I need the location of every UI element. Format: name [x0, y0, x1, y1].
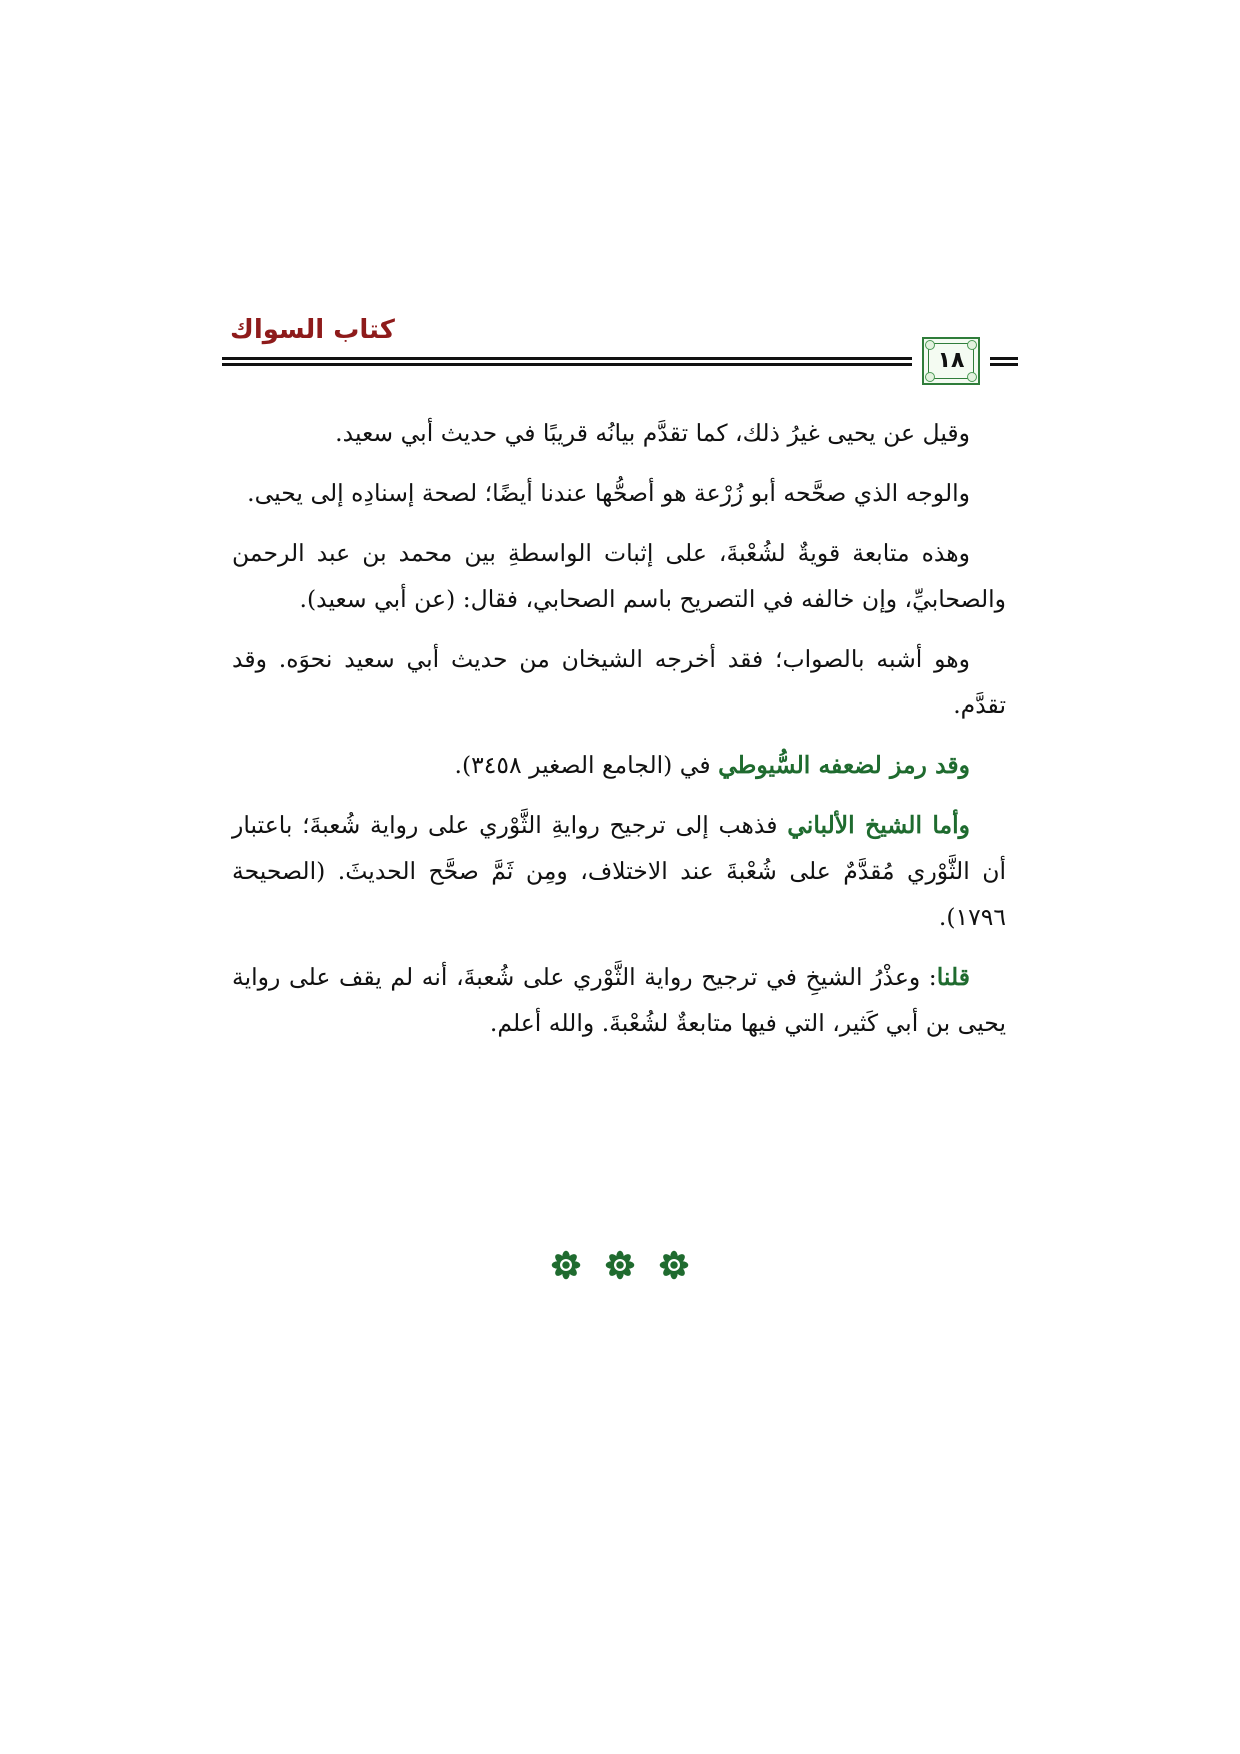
page-number: ١٨	[937, 348, 965, 373]
paragraph-text: والوجه الذي صحَّحه أبو زُرْعة هو أصحُّها عندنا أيضًا؛ لصحة إسنادِه إلى يحيى.	[247, 479, 970, 507]
paragraph	[232, 530, 1006, 622]
paragraph-text: : وعذْرُ الشيخِ في ترجيح رواية الثَّوْري على شُعبةَ، أنه لم يقف على رواية يحيى بن أبي كَثير، التي فيها متابعةٌ لشُعْبةَ. والله أعلم.	[232, 963, 1006, 1037]
page-number-badge	[922, 337, 980, 385]
highlighted-phrase: قلنا	[936, 963, 970, 991]
highlighted-phrase: وأما الشيخ الألباني	[787, 811, 970, 839]
section-end-ornament	[0, 1250, 1240, 1280]
paragraph-text: وقيل عن يحيى غيرُ ذلك، كما تقدَّم بيانُه قريبًا في حديث أبي سعيد.	[335, 419, 970, 447]
highlighted-phrase: وقد رمز لضعفه السُّيوطي	[718, 751, 970, 779]
paragraph-text: فذهب إلى ترجيح روايةِ الثَّوْري على رواية شُعبةَ؛ باعتبار أن الثَّوْري مُقدَّمٌ على شُعْبةَ عند الاختلاف، ومِن ثَمَّ صحَّح الحديثَ. (الصحيحة ١٧٩٦).	[232, 811, 1006, 931]
paragraph-text: وهذه متابعة قويةٌ لشُعْبةَ، على إثبات الواسطةِ بين محمد بن عبد الرحمن والصحابيِّ، وإن خالفه في التصريح باسم الصحابي، فقال: (عن أبي سعيد).	[232, 539, 1006, 613]
paragraph-text: في (الجامع الصغير ٣٤٥٨).	[454, 751, 719, 779]
paragraph	[232, 802, 1006, 940]
header-rule	[222, 363, 912, 366]
paragraph	[232, 954, 1006, 1046]
paragraph	[232, 470, 1006, 516]
header-rule	[990, 363, 1018, 366]
paragraph	[232, 410, 1006, 456]
header-rule	[990, 357, 1018, 360]
body-text	[232, 410, 1006, 1060]
page-header	[222, 315, 1018, 391]
header-rule	[222, 357, 912, 360]
paragraph	[232, 636, 1006, 728]
paragraph-text: وهو أشبه بالصواب؛ فقد أخرجه الشيخان من حديث أبي سعيد نحوَه. وقد تقدَّم.	[232, 645, 1006, 719]
paragraph	[232, 742, 1006, 788]
badge-corner-ornament-icon	[925, 372, 935, 382]
book-title: كتاب السواك	[230, 315, 395, 345]
flower-ornament-icon	[605, 1250, 635, 1280]
flower-ornament-icon	[659, 1250, 689, 1280]
badge-corner-ornament-icon	[967, 372, 977, 382]
flower-ornament-icon	[551, 1250, 581, 1280]
